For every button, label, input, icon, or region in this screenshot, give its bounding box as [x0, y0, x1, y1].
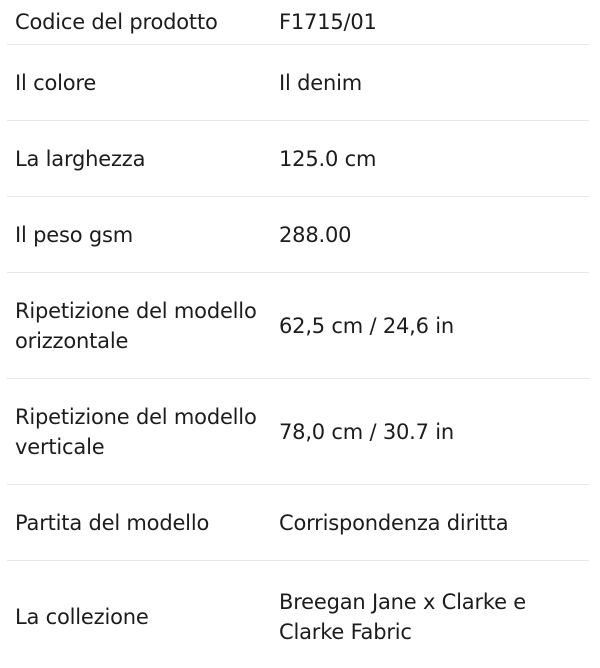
spec-value: Il denim — [279, 70, 362, 95]
spec-row-width — [7, 121, 589, 197]
spec-label: Partita del modello — [15, 510, 210, 535]
spec-value: Corrispondenza diritta — [279, 510, 509, 535]
spec-value: 78,0 cm / 30.7 in — [279, 419, 455, 444]
spec-row-product-code — [7, 0, 589, 45]
spec-label: Ripetizione del modello verticale — [15, 404, 257, 459]
spec-row-pattern-match — [7, 485, 589, 561]
spec-row-collection — [7, 561, 589, 668]
spec-row-vertical-repeat — [7, 379, 589, 485]
spec-label: Ripetizione del modello orizzontale — [15, 298, 257, 353]
spec-value: 288.00 — [279, 222, 352, 247]
spec-row-horizontal-repeat — [7, 273, 589, 379]
spec-label: La larghezza — [15, 146, 146, 171]
spec-label: Il peso gsm — [15, 222, 133, 247]
spec-row-color — [7, 45, 589, 121]
spec-value: Breegan Jane x Clarke e Clarke Fabric — [279, 589, 527, 644]
product-spec-table — [7, 0, 589, 668]
spec-label: Il colore — [15, 70, 97, 95]
spec-row-weight — [7, 197, 589, 273]
spec-value: 125.0 cm — [279, 146, 377, 171]
spec-value: 62,5 cm / 24,6 in — [279, 313, 455, 338]
spec-value: F1715/01 — [279, 10, 377, 34]
spec-label: Codice del prodotto — [15, 10, 218, 34]
spec-label: La collezione — [15, 604, 149, 629]
